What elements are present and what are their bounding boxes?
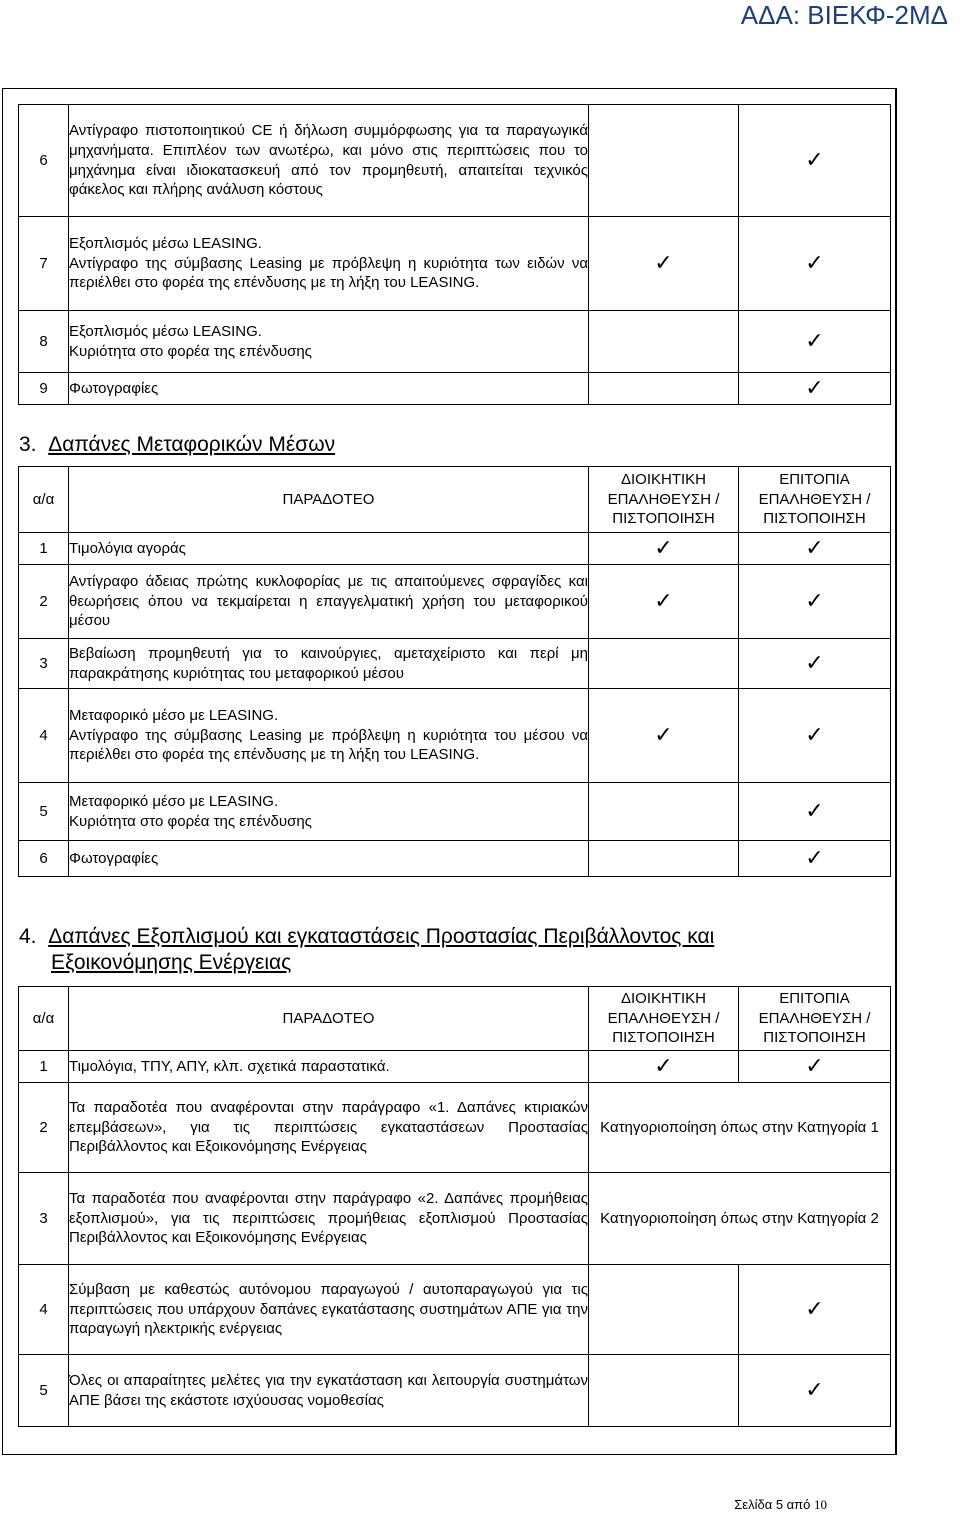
onsite-check-cell <box>739 1265 891 1355</box>
admin-check-cell <box>589 217 739 311</box>
row-number: 2 <box>19 1083 69 1173</box>
deliverable-text: Τιμολόγια αγοράς <box>69 539 186 557</box>
top-table <box>18 104 891 405</box>
checkmark-icon: ✓ <box>805 799 824 824</box>
document-id: ΑΔΑ: ΒΙΕΚΦ-2ΜΔ <box>740 0 948 30</box>
admin-check-cell <box>589 373 739 405</box>
admin-check-cell <box>589 783 739 841</box>
onsite-check-cell <box>739 311 891 373</box>
header-deliverable: ΠΑΡΑΔΟΤΕΟ <box>69 467 589 533</box>
admin-check-cell <box>589 1355 739 1427</box>
section-3-title: 3. Δαπάνες Μεταφορικών Μέσων <box>19 433 336 456</box>
deliverable-cell <box>69 533 589 565</box>
row-number: 3 <box>19 639 69 689</box>
onsite-check-cell <box>739 373 891 405</box>
page-footer: Σελίδα 5 από 10 <box>734 1497 827 1512</box>
deliverable-cell <box>69 783 589 841</box>
deliverable-text: Κυριότητα στο φορέα της επένδυσης <box>69 342 312 360</box>
checkmark-icon: ✓ <box>805 1297 824 1322</box>
header-onsite-text: ΠΙΣΤΟΠΟΙΗΣΗ <box>763 510 866 528</box>
deliverable-text: Φωτογραφίες <box>69 849 159 867</box>
header-onsite <box>739 467 891 533</box>
deliverable-text: Τα παραδοτέα που αναφέρονται στην παράγραφο «1. Δαπάνες κτιριακών επεμβάσεων», για τις περιπτώσεις εγκαταστάσεων Προστασίας Περιβάλλοντος και Εξοικονόμησης Ενέργειας <box>69 1099 588 1156</box>
table-row <box>19 533 891 565</box>
row-number: 6 <box>19 841 69 877</box>
onsite-check-cell <box>739 783 891 841</box>
row-number: 7 <box>19 217 69 311</box>
deliverable-text: Αντίγραφο της σύμβασης Leasing με πρόβλεψη η κυριότητα των ειδών να περιέλθει στο φορέα της επένδυσης με τη λήξη του LEASING. <box>69 254 588 292</box>
admin-check-cell <box>589 639 739 689</box>
onsite-check-cell <box>739 639 891 689</box>
checkmark-icon: ✓ <box>654 1054 673 1079</box>
row-number: 3 <box>19 1173 69 1265</box>
deliverable-cell <box>69 373 589 405</box>
deliverable-cell <box>69 1083 589 1173</box>
table-row <box>19 217 891 311</box>
table-row <box>19 1265 891 1355</box>
deliverable-text: Μεταφορικό μέσο με LEASING. <box>69 707 279 725</box>
deliverable-text: Κυριότητα στο φορέα της επένδυσης <box>69 812 312 830</box>
deliverable-text: Σύμβαση με καθεστώς αυτόνομου παραγωγού / αυτοπαραγωγού για τις περιπτώσεις που υπάρχουν δαπάνες εγκατάστασης συστημάτων ΑΠΕ για την παραγωγή ηλεκτρικής ενέργειας <box>69 1281 588 1338</box>
row-number: 2 <box>19 565 69 639</box>
checkmark-icon: ✓ <box>805 376 824 401</box>
table-row <box>19 841 891 877</box>
admin-check-cell <box>589 689 739 783</box>
header-onsite-text: ΠΙΣΤΟΠΟΙΗΣΗ <box>763 1029 866 1047</box>
table-row <box>19 1051 891 1083</box>
deliverable-cell <box>69 841 589 877</box>
deliverable-cell <box>69 1173 589 1265</box>
checkmark-icon: ✓ <box>805 723 824 748</box>
onsite-check-cell <box>739 1051 891 1083</box>
header-admin-text: ΠΙΣΤΟΠΟΙΗΣΗ <box>612 1029 715 1047</box>
table-row <box>19 1173 891 1265</box>
row-number: 5 <box>19 1355 69 1427</box>
header-aa: α/α <box>19 987 69 1051</box>
admin-check-cell <box>589 1051 739 1083</box>
table-header-row <box>19 987 891 1051</box>
checkmark-icon: ✓ <box>805 1378 824 1403</box>
row-number: 6 <box>19 105 69 217</box>
table-header-row <box>19 467 891 533</box>
deliverable-text: Μεταφορικό μέσο με LEASING. <box>69 792 279 810</box>
header-admin-text: ΠΙΣΤΟΠΟΙΗΣΗ <box>612 510 715 528</box>
checkmark-icon: ✓ <box>805 536 824 561</box>
row-number: 1 <box>19 533 69 565</box>
row-number: 8 <box>19 311 69 373</box>
deliverable-text: Φωτογραφίες <box>69 379 159 397</box>
admin-check-cell <box>589 1265 739 1355</box>
header-admin-text: ΕΠΑΛΗΘΕΥΣΗ / <box>607 490 720 508</box>
checkmark-icon: ✓ <box>805 589 824 614</box>
deliverable-text: Αντίγραφο πιστοποιητικού CE ή δήλωση συμμόρφωσης για τα παραγωγικά μηχανήματα. Επιπλέον των ανωτέρω, και μόνο στις περιπτώσεις που το μηχάνημα είναι ιδιοκατασκευή από τον προμηθευτή, απαιτείται τεχνικός φάκελος και πλήρης ανάλυση κόστους <box>69 122 588 199</box>
deliverable-text: Εξοπλισμός μέσω LEASING. <box>69 322 262 340</box>
deliverable-text: Όλες οι απαραίτητες μελέτες για την εγκατάσταση και λειτουργία συστημάτων ΑΠΕ βάσει της εκάστοτε ισχύουσας νομοθεσίας <box>69 1371 588 1409</box>
deliverable-cell <box>69 1051 589 1083</box>
checkmark-icon: ✓ <box>805 251 824 276</box>
header-admin-text: ΔΙΟΙΚΗΤΙΚΗ <box>620 990 707 1008</box>
section-4-table <box>18 986 891 1427</box>
section-3-table <box>18 466 891 877</box>
header-onsite-text: ΕΠΑΛΗΘΕΥΣΗ / <box>758 490 871 508</box>
category-cell: Κατηγοριοποίηση όπως στην Κατηγορία 1 <box>589 1083 891 1173</box>
header-deliverable: ΠΑΡΑΔΟΤΕΟ <box>69 987 589 1051</box>
table-row <box>19 1355 891 1427</box>
admin-check-cell <box>589 841 739 877</box>
row-number: 9 <box>19 373 69 405</box>
checkmark-icon: ✓ <box>805 846 824 871</box>
onsite-check-cell <box>739 105 891 217</box>
deliverable-text: Αντίγραφο της σύμβασης Leasing με πρόβλεψη η κυριότητα του μέσου να περιέλθει στο φορέα της επένδυσης με τη λήξη του LEASING. <box>69 726 588 764</box>
deliverable-cell <box>69 565 589 639</box>
table-row <box>19 689 891 783</box>
onsite-check-cell <box>739 217 891 311</box>
section-4-title: 4. Δαπάνες Εξοπλισμού και εγκαταστάσεις Προστασίας Περιβάλλοντος και Εξοικονόμησης Ενέργειας <box>19 925 715 974</box>
category-cell: Κατηγοριοποίηση όπως στην Κατηγορία 2 <box>589 1173 891 1265</box>
checkmark-icon: ✓ <box>805 1054 824 1079</box>
deliverable-text: Εξοπλισμός μέσω LEASING. <box>69 235 262 253</box>
table-row <box>19 783 891 841</box>
table-row <box>19 565 891 639</box>
deliverable-cell <box>69 1355 589 1427</box>
admin-check-cell <box>589 105 739 217</box>
header-admin <box>589 467 739 533</box>
table-row <box>19 1083 891 1173</box>
checkmark-icon: ✓ <box>805 651 824 676</box>
header-admin <box>589 987 739 1051</box>
header-onsite-text: ΕΠΙΤΟΠΙΑ <box>779 471 850 489</box>
deliverable-cell <box>69 689 589 783</box>
deliverable-text: Τα παραδοτέα που αναφέρονται στην παράγραφο «2. Δαπάνες προμήθειας εξοπλισμού», για τις περιπτώσεις προμήθειας εξοπλισμού Προστασίας Περιβάλλοντος και Εξοικονόμησης Ενέργειας <box>69 1190 588 1247</box>
table-row <box>19 639 891 689</box>
deliverable-cell <box>69 639 589 689</box>
checkmark-icon: ✓ <box>805 329 824 354</box>
deliverable-text: Αντίγραφο άδειας πρώτης κυκλοφορίας με τις απαιτούμενες σφραγίδες και θεωρήσεις όπου να τεκμαίρεται η επαγγελματική χρήση του μεταφορικού μέσου <box>69 573 588 630</box>
table-row <box>19 105 891 217</box>
onsite-check-cell <box>739 565 891 639</box>
row-number: 4 <box>19 1265 69 1355</box>
onsite-check-cell <box>739 689 891 783</box>
admin-check-cell <box>589 311 739 373</box>
header-onsite-text: ΕΠΙΤΟΠΙΑ <box>779 990 850 1008</box>
row-number: 1 <box>19 1051 69 1083</box>
checkmark-icon: ✓ <box>654 589 673 614</box>
admin-check-cell <box>589 565 739 639</box>
deliverable-text: Τιμολόγια, ΤΠΥ, ΑΠΥ, κλπ. σχετικά παραστατικά. <box>69 1057 390 1075</box>
row-number: 5 <box>19 783 69 841</box>
header-admin-text: ΔΙΟΙΚΗΤΙΚΗ <box>620 471 707 489</box>
checkmark-icon: ✓ <box>654 723 673 748</box>
table-row <box>19 311 891 373</box>
onsite-check-cell <box>739 841 891 877</box>
onsite-check-cell <box>739 533 891 565</box>
checkmark-icon: ✓ <box>654 251 673 276</box>
header-onsite <box>739 987 891 1051</box>
header-onsite-text: ΕΠΑΛΗΘΕΥΣΗ / <box>758 1009 871 1027</box>
header-admin-text: ΕΠΑΛΗΘΕΥΣΗ / <box>607 1009 720 1027</box>
table-row <box>19 373 891 405</box>
deliverable-cell <box>69 105 589 217</box>
row-number: 4 <box>19 689 69 783</box>
deliverable-cell <box>69 311 589 373</box>
admin-check-cell <box>589 533 739 565</box>
checkmark-icon: ✓ <box>805 148 824 173</box>
deliverable-cell <box>69 1265 589 1355</box>
deliverable-text: Βεβαίωση προμηθευτή για το καινούργιες, αμεταχείριστο και περί μη παρακράτησης κυριότητας του μεταφορικού μέσου <box>69 644 588 682</box>
onsite-check-cell <box>739 1355 891 1427</box>
deliverable-cell <box>69 217 589 311</box>
header-aa: α/α <box>19 467 69 533</box>
checkmark-icon: ✓ <box>654 536 673 561</box>
